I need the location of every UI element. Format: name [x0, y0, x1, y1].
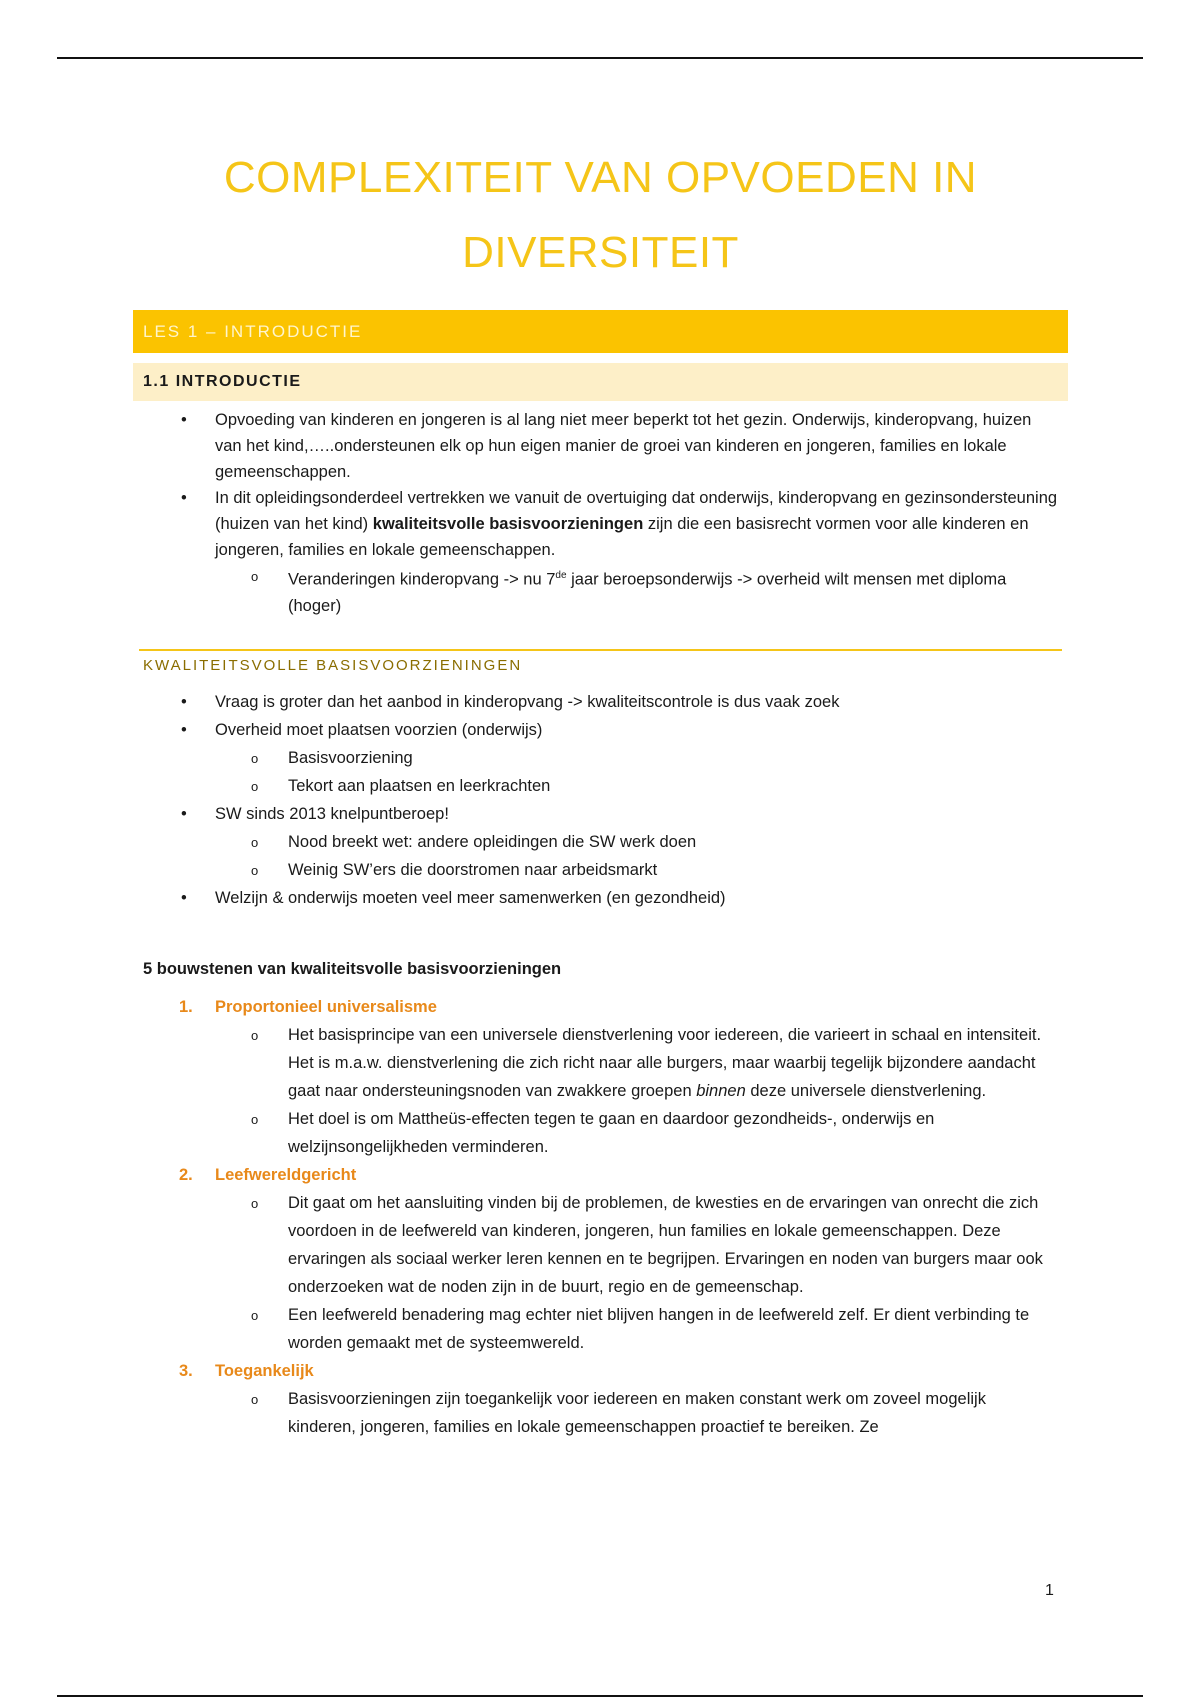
list-item-text: In dit opleidingsonderdeel vertrekken we vanuit de overtuiging dat onderwijs, kinderopvang en gezinsondersteuning (huizen van het kind) — [215, 489, 1058, 533]
bullet-marker: • — [181, 411, 187, 429]
header-rule — [57, 57, 1143, 59]
heading-les-1: LES 1 – INTRODUCTIE — [133, 310, 1068, 353]
heading-bouwstenen: 5 bouwstenen van kwaliteitsvolle basisvoorzieningen — [143, 959, 562, 978]
sub-list-item — [133, 1189, 1068, 1301]
circle-marker: o — [251, 1195, 259, 1211]
intro-list — [133, 407, 1068, 619]
bold-term: kwaliteitsvolle basisvoorzieningen — [372, 515, 644, 533]
footer-rule — [57, 1695, 1143, 1697]
item-title: Proportonieel universalisme — [215, 997, 437, 1016]
bullet-marker: • — [181, 804, 187, 823]
list-item-text: Vraag is groter dan het aanbod in kinderopvang -> kwaliteitscontrole is dus vaak zoek — [215, 692, 840, 711]
item-title: Toegankelijk — [215, 1361, 314, 1380]
heading-introductie: 1.1 INTRODUCTIE — [133, 363, 1068, 401]
sub-list-item — [133, 1301, 1068, 1357]
list-item-text: Opvoeding van kinderen en jongeren is al lang niet meer beperkt tot het gezin. Onderwijs, kinderopvang, huizen van het kind,…..ondersteunen elk op hun eigen manier de groei van kinderen en jongeren, families en lokale gemeenschappen. — [215, 411, 1032, 481]
kw-list — [133, 688, 1068, 912]
circle-marker: o — [251, 1307, 259, 1323]
list-item-text: Overheid moet plaatsen voorzien (onderwijs) — [215, 720, 543, 739]
title-line-2: DIVERSITEIT — [462, 228, 739, 277]
numbered-item — [133, 993, 1068, 1021]
document-title — [133, 140, 1068, 290]
item-number: 1. — [179, 997, 193, 1016]
list-item-text: jaar beroepsonderwijs -> overheid wilt mensen met diploma (hoger) — [288, 570, 1007, 615]
circle-marker: o — [251, 1111, 259, 1127]
list-item-text: deze universele dienstverlening. — [745, 1081, 987, 1100]
item-number: 3. — [179, 1361, 193, 1380]
list-item — [133, 407, 1068, 485]
list-item — [133, 800, 1068, 828]
sub-list-item — [133, 1385, 1068, 1441]
list-item-text: zijn die een basisrecht vormen voor alle kinderen en jongeren, families en lokale gemeenschappen. — [215, 515, 1029, 559]
circle-marker: o — [251, 834, 259, 850]
list-item-text: Nood breekt wet: andere opleidingen die SW werk doen — [288, 832, 697, 851]
circle-marker: o — [251, 778, 259, 794]
item-title: Leefwereldgericht — [215, 1165, 357, 1184]
list-item-text: Welzijn & onderwijs moeten veel meer samenwerken (en gezondheid) — [215, 888, 726, 907]
page-number: 1 — [1045, 1582, 1054, 1599]
document-page — [133, 140, 1068, 1441]
list-item — [133, 716, 1068, 744]
bouwstenen-list — [133, 993, 1068, 1441]
sub-list-item — [133, 744, 1068, 772]
superscript: de — [555, 570, 567, 581]
sub-list-item — [133, 1105, 1068, 1161]
list-item-text: SW sinds 2013 knelpuntberoep! — [215, 804, 449, 823]
sub-list-item — [133, 772, 1068, 800]
numbered-item — [133, 1161, 1068, 1189]
list-item-text: Het basisprincipe van een universele dienstverlening voor iedereen, die varieert in schaal en intensiteit. Het is m.a.w. dienstverlening die zich richt naar alle burgers, maar waarbij tegelijk bijzondere aandacht gaat naar ondersteuningsnoden van zwakkere groepen — [288, 1025, 1042, 1100]
heading-kwaliteitsvolle: KWALITEITSVOLLE BASISVOORZIENINGEN — [143, 656, 523, 674]
list-item — [133, 884, 1068, 912]
circle-marker: o — [251, 862, 259, 878]
sub-list-item — [133, 828, 1068, 856]
sub-list-item — [133, 856, 1068, 884]
bullet-marker: • — [181, 489, 187, 507]
section-rule — [139, 649, 1062, 651]
list-item-text: Basisvoorziening — [288, 748, 413, 767]
circle-marker: o — [251, 750, 259, 766]
item-number: 2. — [179, 1165, 193, 1184]
bullet-marker: • — [181, 720, 187, 739]
list-item-text: Weinig SW’ers die doorstromen naar arbeidsmarkt — [288, 860, 658, 879]
list-item-text: Dit gaat om het aansluiting vinden bij de problemen, de kwesties en de ervaringen van onrecht die zich voordoen in de leefwereld van kinderen, jongeren, hun families en lokale gemeenschappen. Deze ervaringen als sociaal werker leren kennen en te begrijpen. Ervaringen en noden van burgers maar ook onderzoeken wat de noden zijn in de buurt, regio en de gemeenschap. — [288, 1193, 1043, 1296]
list-item-text: Tekort aan plaatsen en leerkrachten — [288, 776, 551, 795]
sub-list-item — [133, 563, 1068, 619]
circle-marker: o — [251, 1027, 259, 1043]
circle-marker: o — [251, 1391, 259, 1407]
bullet-marker: • — [181, 888, 187, 907]
list-item-text: Een leefwereld benadering mag echter niet blijven hangen in de leefwereld zelf. Er dient verbinding te worden gemaakt met de systeemwereld. — [288, 1305, 1030, 1352]
list-item-text: Veranderingen kinderopvang -> nu 7 — [288, 570, 556, 589]
circle-marker: o — [251, 569, 259, 584]
list-item — [133, 485, 1068, 563]
list-item — [133, 688, 1068, 716]
numbered-item — [133, 1357, 1068, 1385]
bullet-marker: • — [181, 692, 187, 711]
italic-term: binnen — [696, 1081, 746, 1100]
list-item-text: Het doel is om Mattheüs-effecten tegen te gaan en daardoor gezondheids-, onderwijs en welzijnsongelijkheden verminderen. — [288, 1109, 935, 1156]
sub-list-item — [133, 1021, 1068, 1105]
list-item-text: Basisvoorzieningen zijn toegankelijk voor iedereen en maken constant werk om zoveel mogelijk kinderen, jongeren, families en lokale gemeenschappen proactief te bereiken. Ze — [288, 1389, 986, 1436]
title-line-1: COMPLEXITEIT VAN OPVOEDEN IN — [223, 153, 978, 202]
